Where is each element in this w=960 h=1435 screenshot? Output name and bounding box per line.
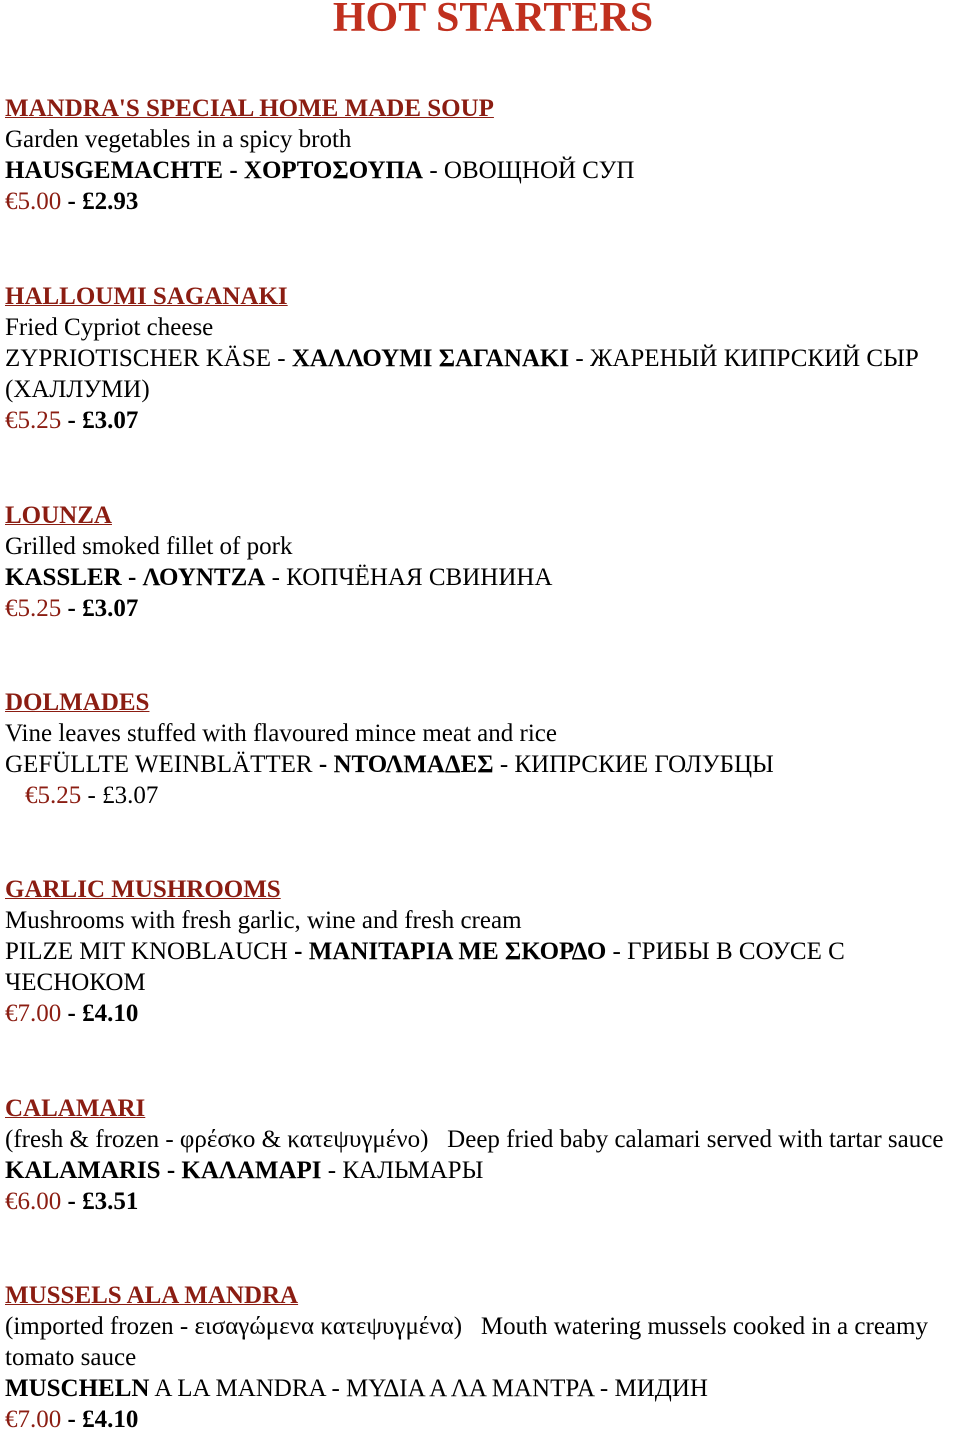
page-title: HOT STARTERS	[332, 0, 654, 41]
item-translations: GEFÜLLTE WEINBLÄTTER - ΝΤΟΛΜΑΔΕΣ - КИПРСКИЕ ГОЛУБЦЫ	[5, 751, 774, 778]
item-details	[5, 1311, 955, 1373]
item-note: (imported frozen - εισαγώμενα κατεψυγμένα)	[5, 1313, 463, 1340]
item-translations: PILZE MIT KNOBLAUCH - ΜΑΝΙΤΑΡΙΑ ΜΕ ΣΚΟΡΔΟ - ГРИБЫ В СОУСЕ С ЧЕСНОКОМ	[5, 938, 845, 996]
item-description: Vine leaves stuffed with flavoured mince meat and rice	[5, 720, 557, 747]
item-name: LOUNZA	[5, 502, 112, 529]
price-gbp: £3.07	[102, 782, 159, 809]
menu-item	[5, 1093, 955, 1217]
item-description: Mouth watering mussels cooked in a creamy tomato sauce	[5, 1313, 928, 1371]
greek-name: ΧΟΡΤΟΣΟΥΠΑ	[243, 157, 424, 184]
german-name: A LA MANDRA	[154, 1375, 326, 1402]
german-name: ZYPRIOTISCHER KÄSE	[5, 345, 271, 372]
russian-name: КАЛЬМАРЫ	[342, 1157, 484, 1184]
greek-name: ΜΑΝΙΤΑΡΙΑ ΜΕ ΣΚΟΡΔΟ	[308, 938, 607, 965]
german-name: KASSLER	[5, 564, 122, 591]
item-name: HALLOUMI SAGANAKI	[5, 283, 288, 310]
item-price: €5.25 - £3.07	[25, 782, 159, 809]
price-gbp: £3.07	[82, 595, 139, 622]
menu-item	[5, 93, 955, 217]
item-name: CALAMARI	[5, 1095, 146, 1122]
item-translations: MUSCHELN A LA MANDRA - ΜΥΔΙΑ Α ΛΑ ΜΑΝΤΡΑ - МИДИН	[5, 1375, 708, 1402]
menu-item	[5, 500, 955, 624]
item-description: Fried Cypriot cheese	[5, 314, 214, 341]
item-description: Deep fried baby calamari served with tartar sauce	[447, 1126, 944, 1153]
menu-item	[5, 1280, 955, 1435]
item-translations: KASSLER - ΛΟΥΝΤΖΑ - КОПЧЁНАЯ СВИНИНА	[5, 564, 553, 591]
price-eur: €7.00	[5, 1406, 62, 1433]
item-price: €7.00 - £4.10	[5, 1406, 139, 1433]
russian-name: ОВОЩНОЙ СУП	[443, 157, 635, 184]
russian-name: ЖАРЕНЫЙ КИПРСКИЙ СЫР (ХАЛЛУМИ)	[5, 345, 919, 403]
item-name: GARLIC MUSHROOMS	[5, 876, 281, 903]
russian-name: ГРИБЫ В СОУСЕ С ЧЕСНОКОМ	[5, 938, 845, 996]
price-gbp: £3.51	[82, 1188, 139, 1215]
item-price: €5.25 - £3.07	[5, 407, 139, 434]
item-name: MUSSELS ALA MANDRA	[5, 1282, 299, 1309]
russian-name: КОПЧЁНАЯ СВИНИНА	[286, 564, 553, 591]
german-name-bold: MUSCHELN	[5, 1375, 150, 1402]
item-price: €5.25 - £3.07	[5, 595, 139, 622]
item-name: DOLMADES	[5, 689, 150, 716]
item-translations: HAUSGEMACHTE - ΧΟΡΤΟΣΟΥΠΑ - ОВОЩНОЙ СУП	[5, 157, 635, 184]
price-eur: €6.00	[5, 1188, 62, 1215]
menu-item	[5, 281, 955, 436]
german-name: PILZE MIT KNOBLAUCH	[5, 938, 288, 965]
item-price: €5.00 - £2.93	[5, 188, 139, 215]
menu-item	[5, 874, 955, 1029]
russian-name: КИПРСКИЕ ГОЛУБЦЫ	[514, 751, 774, 778]
price-eur: €5.25	[5, 407, 62, 434]
price-gbp: £2.93	[82, 188, 139, 215]
menu-item	[5, 687, 955, 811]
greek-name: ΝΤΟΛΜΑΔΕΣ	[333, 751, 494, 778]
greek-name: ΚΑΛΑΜΑΡΙ	[181, 1157, 322, 1184]
item-note: (fresh & frozen - φρέσκο & κατεψυγμένο)	[5, 1126, 429, 1153]
greek-name: ΜΥΔΙΑ Α ΛΑ ΜΑΝΤΡΑ	[346, 1375, 594, 1402]
item-translations: ZYPRIOTISCHER KÄSE - ΧΑΛΛΟΥΜΙ ΣΑΓΑΝΑΚΙ - ЖАРЕНЫЙ КИПРСКИЙ СЫР (ХАЛЛУМИ)	[5, 345, 919, 403]
item-description: Grilled smoked fillet of pork	[5, 533, 293, 560]
german-name: KALAMARIS	[5, 1157, 161, 1184]
german-name: GEFÜLLTE WEINBLÄTTER	[5, 751, 313, 778]
item-description: Garden vegetables in a spicy broth	[5, 126, 352, 153]
item-details: (fresh & frozen - φρέσκο & κατεψυγμένο) Deep fried baby calamari served with tartar sauce KALAMARIS - ΚΑΛΑΜΑΡΙ - КАЛЬМАРЫ	[5, 1126, 944, 1184]
item-name: MANDRA'S SPECIAL HOME MADE SOUP	[5, 95, 494, 122]
russian-name: МИДИН	[614, 1375, 708, 1402]
item-price: €7.00 - £4.10	[5, 1000, 139, 1027]
item-description: Mushrooms with fresh garlic, wine and fresh cream	[5, 907, 522, 934]
greek-name: ΛΟΥΝΤΖΑ	[142, 564, 266, 591]
price-eur: €7.00	[5, 1000, 62, 1027]
price-eur: €5.25	[25, 782, 82, 809]
price-eur: €5.00	[5, 188, 62, 215]
price-gbp: £3.07	[82, 407, 139, 434]
price-eur: €5.25	[5, 595, 62, 622]
greek-name: ΧΑΛΛΟΥΜΙ ΣΑΓΑΝΑΚΙ	[291, 345, 570, 372]
price-gbp: £4.10	[82, 1000, 139, 1027]
price-gbp: £4.10	[82, 1406, 139, 1433]
german-name: HAUSGEMACHTE	[5, 157, 224, 184]
item-price: €6.00 - £3.51	[5, 1188, 139, 1215]
